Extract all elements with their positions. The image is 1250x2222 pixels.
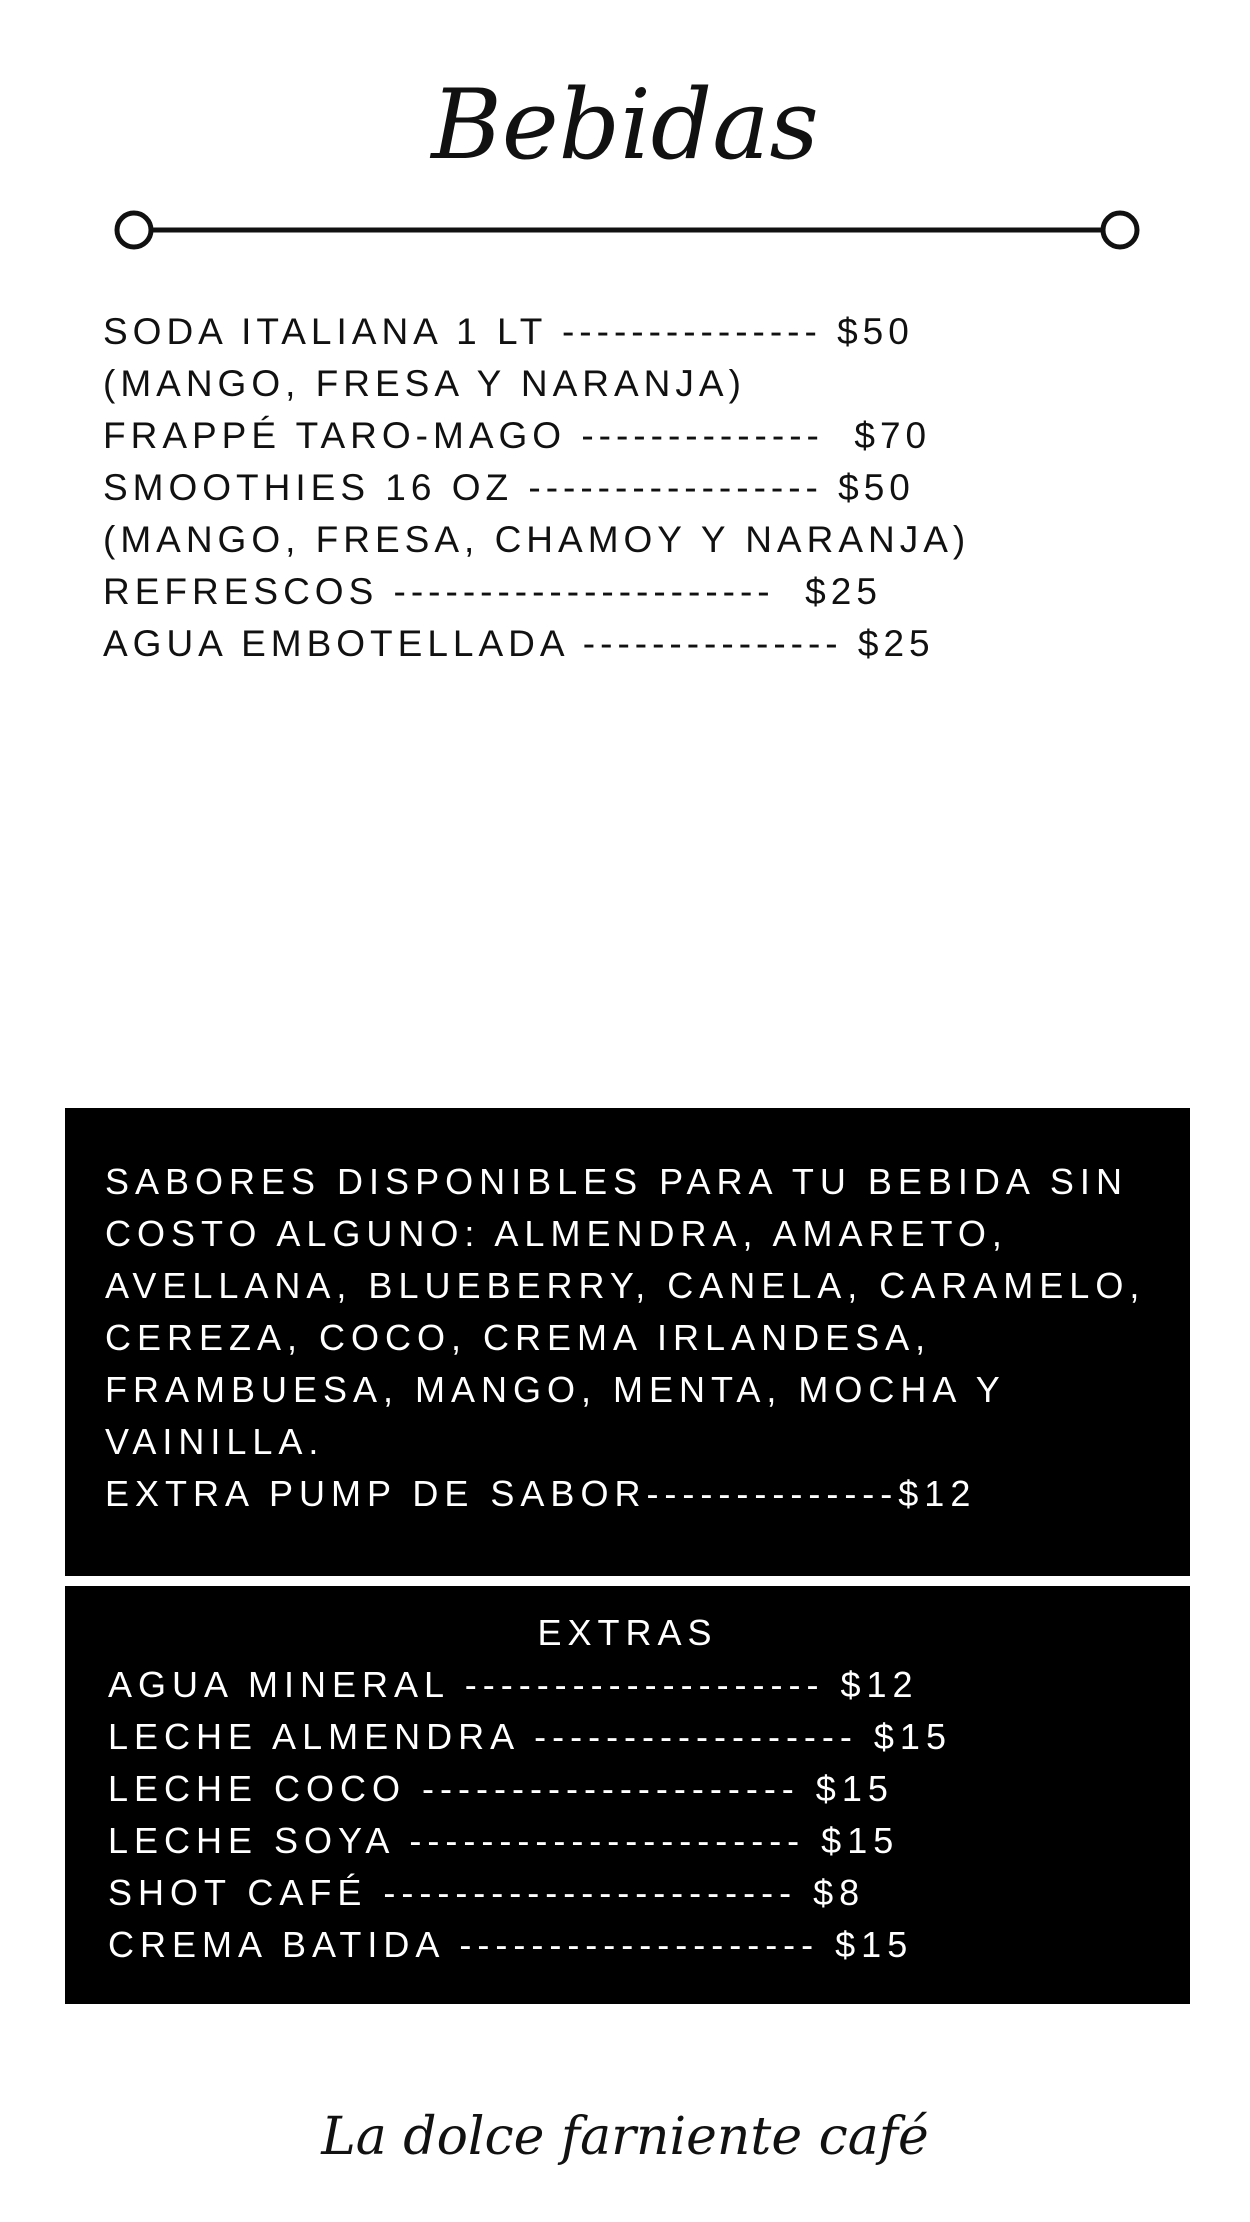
menu-item: REFRESCOS ---------------------- $25 [103, 571, 882, 612]
cafe-name: La dolce farniente café [321, 2107, 929, 2167]
flavors-panel [65, 1108, 1190, 1576]
extras-heading: EXTRAS [537, 1612, 718, 1653]
flavors-text-line: AVELLANA, BLUEBERRY, CANELA, CARAMELO, [105, 1265, 1146, 1306]
menu-item: SMOOTHIES 16 OZ ----------------- $50 [103, 467, 915, 508]
menu-item-note: (MANGO, FRESA Y NARANJA) [103, 363, 746, 404]
extra-pump-item: EXTRA PUMP DE SABOR--------------$12 [105, 1473, 977, 1514]
extra-item: LECHE COCO --------------------- $15 [108, 1768, 894, 1809]
flavors-text-line: VAINILLA. [105, 1421, 325, 1462]
flavors-text-line: SABORES DISPONIBLES PARA TU BEBIDA SIN [105, 1161, 1128, 1202]
extra-item: CREMA BATIDA -------------------- $15 [108, 1924, 914, 1965]
page-title: Bebidas [431, 69, 819, 181]
menu-item: FRAPPÉ TARO-MAGO -------------- $70 [103, 415, 932, 456]
extra-item: LECHE ALMENDRA ------------------ $15 [108, 1716, 952, 1757]
flavors-text-line: CEREZA, COCO, CREMA IRLANDESA, [105, 1317, 932, 1358]
menu-item: SODA ITALIANA 1 LT --------------- $50 [103, 311, 914, 352]
extra-item: SHOT CAFÉ ----------------------- $8 [108, 1872, 866, 1913]
flavors-text-line: COSTO ALGUNO: ALMENDRA, AMARETO, [105, 1213, 1008, 1254]
extra-item: LECHE SOYA ---------------------- $15 [108, 1820, 900, 1861]
extra-item: AGUA MINERAL -------------------- $12 [108, 1664, 919, 1705]
menu-item: AGUA EMBOTELLADA --------------- $25 [103, 623, 935, 664]
extras-panel [65, 1586, 1190, 2004]
title-divider [112, 200, 1142, 260]
flavors-text-line: FRAMBUESA, MANGO, MENTA, MOCHA Y [105, 1369, 1006, 1410]
menu-item-note: (MANGO, FRESA, CHAMOY Y NARANJA) [103, 519, 971, 560]
